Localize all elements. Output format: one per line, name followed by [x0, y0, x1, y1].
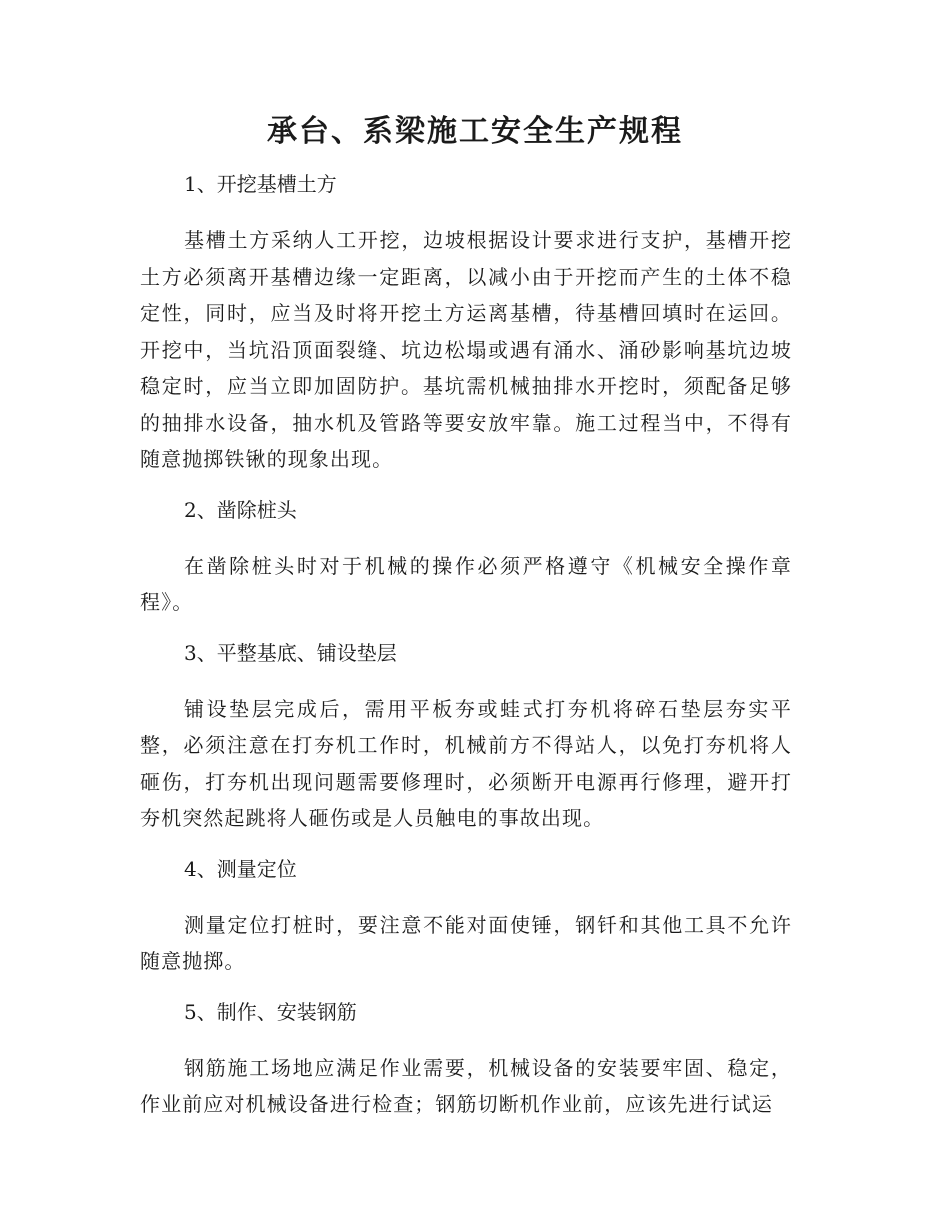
document-title: 承台、系梁施工安全生产规程 [267, 114, 683, 149]
section-heading-3: 3、平整基底、铺设垫层 [184, 640, 397, 665]
section-heading-4: 4、测量定位 [184, 856, 297, 881]
spacer [140, 837, 792, 851]
spacer [140, 887, 792, 907]
section-heading-2: 2、凿除桩头 [184, 497, 297, 522]
section-body-2: 在凿除桩头时对于机械的操作必须严格遵守《机械安全操作章程》。 [140, 553, 792, 614]
spacer [140, 202, 792, 222]
spacer [140, 478, 792, 492]
section-body-3: 铺设垫层完成后，需用平板夯或蛙式打夯机将碎石垫层夯实平整，必须注意在打夯机工作时，机械前方不得站人，以免打夯机将人砸伤，打夯机出现问题需要修理时，必须断开电源再行修理，避开打夯机突然起跳将人砸伤或是人员触电的事故出现。 [140, 696, 792, 830]
section-heading-1: 1、开挖基槽土方 [184, 172, 337, 196]
spacer [140, 671, 792, 691]
document-content [140, 166, 792, 1123]
section-body-5: 钢筋施工场地应满足作业需要，机械设备的安装要牢固、稳定，作业前应对机械设备进行检查；钢筋切断机作业前，应该先进行试运 [140, 1055, 792, 1116]
section-body-4: 测量定位打桩时，要注意不能对面使锤，钢钎和其他工具不允许随意抛掷。 [140, 912, 792, 973]
section-heading-5: 5、制作、安装钢筋 [184, 999, 357, 1024]
spacer [140, 1030, 792, 1050]
section-body-1: 基槽土方采纳人工开挖，边坡根据设计要求进行支护，基槽开挖土方必须离开基槽边缘一定距离，以减小由于开挖而产生的土体不稳定性，同时，应当及时将开挖土方运离基槽，待基槽回填时在运回。开挖中，当坑沿顶面裂缝、坑边松塌或遇有涌水、涌砂影响基坑边坡稳定时，应当立即加固防护。基坑需机械抽排水开挖时，须配备足够的抽排水设备，抽水机及管路等要安放牢靠。施工过程当中，不得有随意抛掷铁锹的现象出现。 [140, 228, 792, 471]
spacer [140, 980, 792, 994]
spacer [140, 621, 792, 635]
spacer [140, 528, 792, 548]
